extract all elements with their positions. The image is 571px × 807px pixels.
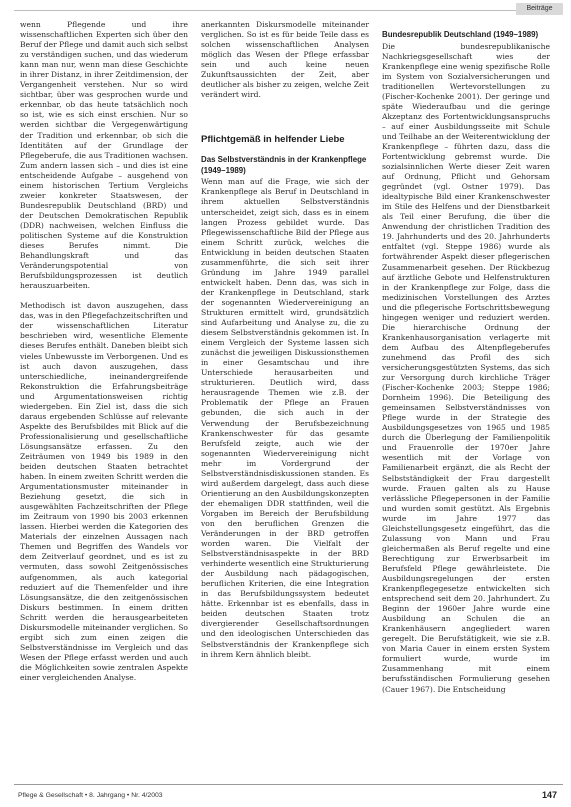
section-heading: Pflichtgemäß in helfender Liebe <box>201 134 345 146</box>
spacer <box>201 100 369 134</box>
column-3 <box>382 20 550 695</box>
paragraph: Wenn man auf die Frage, wie sich der Krankenpflege als Beruf in Deutschland in ihrem aktuellen Selbstverständnis unterscheidet, zeigt sich, dass es in einem langen Prozess gebildet wurde. Das Pflegewissenschaftliche Bild der Pflege aus einem Schritt zurück, welches die Entwicklung in beiden deutschen Staaten zusammenführte, die sich seit ihrer Gründung im Jahre 1949 parallel entwickelt haben. Denn das, was sich in der Krankenpflege in Deutschland, stark der sogenannten Wiedervereinigung an Strukturen ermittelt wird, grundsätzlich sind Aufarbeitung und Analyse zu, die zu diesem Selbstverständnis gekommen ist. In einem Vergleich der Systeme lassen sich zunächst die jeweiligen Diskussionsthemen in einer Gesamtschau und ihre Unterschiede herausarbeiten und strukturieren. Deutlich wird, dass herausragende Themen wie z.B. der Problematik der Pflege an Frauen gebunden, die sich auch in der Verwendung der Berufsbezeichnung Krankenschwester für das gesamte Berufsfeld zeigte, auch wie der sogenannten Wiedervereinigung nicht mehr im Vordergrund der Selbstverständnisdiskussionen standen. Es wird außerdem dargelegt, dass auch diese Orientierung an den Ausbildungskonzepten der ehemaligen DDR stattfinden, weil die Vorgaben im Bereich der Berufsbildung von den beruflichen Grenzen die Veränderungen in der BRD getroffen worden waren. Die Vielfalt der Selbstverständnisaspekte in der BRD verhinderte wesentlich eine Strukturierung der Ausbildung nach pädagogischen, beruflichen Kriterien, die eine Integration in das Berufsbildungssystem bedeutet hätte. Erkennbar ist es ebenfalls, dass in beiden deutschen Staaten trotz divergierender Gesellschaftsordnungen und den ideologischen Unterschieden das Selbstverständnis der Krankenpflege sich in ihrem Kern ähnlich bleibt. <box>201 177 369 659</box>
page-number: 147 <box>541 790 557 800</box>
footer-rule <box>14 784 563 785</box>
column-2 <box>201 20 369 660</box>
paragraph: wenn Pflegende und ihre wissenschaftlichen Experten sich über den Beruf der Pflege und damit auch sich selbst zu verständigen suchen, und das wiederum kann man nur, wenn man diese Geschichte in ihrer Distanz, in ihrer Zeitdimension, der Vergangenheit verstehen. Nur so wird sichtbar, über was gesprochen wurde und erkennbar, ob das heute tatsächlich noch so ist, wie es sich einst erschien. Nur so werden sichtbar die Vergegenwärtigung der Tradition und erkennbar, ob sich die Identitäten auf der Grundlage der Pflegeberufe, die aus Traditionen wachsen. Zum andern lassen sich – und dies ist eine entscheidende Aufgabe – ausgehend von einem historischen Tertium Vergleichs zweier konkreter Staatswesen, der Bundesrepublik Deutschland (BRD) und der Deutschen Demokratischen Republik (DDR) nachweisen, welchen Einfluss die politischen Systeme auf die Konstruktion dieses Berufes nimmt. Die Behandlungskraft und das Veränderungspotential von Berufsbildungsprozessen ist deutlich herauszuarbeiten. <box>20 20 188 291</box>
paragraph: anerkannten Diskursmodelle miteinander verglichen. So ist es für beide Teile dass es solchen wissenschaftlichen Analysen möglich das Wesen der Pflege erfassbar sein und auch keine neuen Zukunftsaussichten der Zeit, aber deutlicher als bisher zu zeigen, welche Zeit verändert wird. <box>201 20 369 100</box>
paragraph: Die bundesrepublikanische Nachkriegsgesellschaft wies der Krankenpflege eine wenig spezifische Rolle im System von Sozialversicherungen und traditionellen Wertevorstellungen zu (Fischer-Kochenke 2001). Der geringe und späte Wiederaufbau und die geringe Akzeptanz des Fortentwicklungsanspruchs – auf einer Ausbildungsseite mit Schule und Teilhabe an der Weiterentwicklung der Krankenpflege – führten dazu, dass die Fortentwicklung gebremst wurde. Die sozialsinnlichen Werte dieser Zeit waren auf Ordnung, Pflicht und Gehorsam gegründet (vgl. Ostner 1979). Das idealtypische Bild einer Krankenschwester im Stile des Helfens und der Dienstbarkeit als Teil einer Berufung, die über die Anwendung der christlichen Tradition des 19. Jahrhunderts und des 20. Jahrhunderts entfaltet (vgl. Steppe 1986) wurde als fortwährender Aspekt dieser pflegerischen Zusammenarbeit gesehen. Der Rückbezug auf ärztliche Gebote und Helfenstrukturen in der Krankenpflege zur Folge, dass die medizinischen Vorstellungen des Arztes und die pflegerische Fortschrittsbewegung hingegen weniger und reduziert werden. Die hierarchische Ordnung der Krankenhausorganisation verlagerte mit dem Aufbau des Altenpflegeberufes zunehmend das Profil des sich versicherungsgestützten Systems, das sich zur Versorgung durch kirchliche Träger (Fischer-Kochenke 2003; Steppe 1986; Dornheim 1996). Die Beteiligung des gemeinsamen Selbstverständnisses von Pflege wurde in der Strategie des Ausbildungsgesetzes von 1965 und 1985 durch die Überlegung der Familienpolitik und Frauenrolle der 1970er Jahre wesentlich mit der Vorlage von Familienarbeit ergänzt, die als Recht der Selbstständigkeit der Frau dargestellt wurde. Frauen galten als zu Hause verlässliche Pflegepersonen in der Familie und wurden somit gestützt. Als Ergebnis wurde im Jahre 1977 das Gleichstellungsgesetz eingeführt, das die Zulassung von Mann und Frau gleichermaßen als Beruf regelte und eine Berechtigung zur Erwerbsarbeit im Berufsfeld Pflege gewährleistete. Die Ausbildungsregelungen der ersten Krankenpflegegesetze entwickelten sich entsprechend seit dem 20. Jahrhundert. Zu Beginn der 1960er Jahre wurde eine Ausbildung an Schulen die an Krankenhäusern angegliedert waren geregelt. Die Berufstätigkeit, wie sie z.B. von Maria Cauer in einem ersten System formuliert wurde, wurde im Zusammenhang mit einem berufsständischen Formulierung gesehen (Cauer 1967). Die Entscheidung <box>382 41 550 694</box>
subsection-heading: Das Selbstverständnis in der Krankenpflege (1949–1989) <box>201 155 367 175</box>
spacer <box>201 146 369 155</box>
header-rule <box>14 10 563 11</box>
column-1 <box>20 20 188 683</box>
subsection-heading: Bundesrepublik Deutschland (1949–1989) <box>382 30 539 39</box>
paragraph: Methodisch ist davon auszugehen, dass das, was in den Pflegefachzeitschriften und der wissenschaftlichen Literatur beschrieben wird, wesentliche Elemente dieses Berufes enthält. Daneben bleibt sich vieles Unbewusste im Verborgenen. Und es ist auch davon auszugehen, dass unterschiedliche, ineinandergreifende Rekonstruktion die Erfahrungsbeiträge und Argumentationsweisen richtig wiedergeben. Ein Ziel ist, dass die sich daraus ergebenden Schlüsse auf relevante Aspekte des Berufsbildes mit Blick auf die Professionalisierung und gesellschaftliche Lösungsansätze erfassen. Zu den Zeiträumen von 1949 bis 1989 in den beiden deutschen Staaten betrachtet haben. In einem zweiten Schritt werden die Argumentationsmuster miteinander in Beziehung gesetzt, die sich in ausgewählten Fachzeitschriften der Pflege im Zeitraum von 1990 bis 2003 erkennen lassen. Hierbei werden die Kategorien des Materials der einzelnen Aussagen nach Themen und Begriffen des Wandels vor dem Zeitverlauf geordnet, und es ist zu vermuten, dass sowohl Zeitgenössisches aufgenommen, als auch kategorial reduziert auf die Themenfelder und ihre Lösungsansätze, die den zeitgenössischen Diskurs bestimmen. In einem dritten Schritt werden die herausgearbeiteten Diskursmodelle miteinander verglichen. So ergibt sich zum einen zeigen die Selbstverständnisse im Vergleich und das Wesen der Pflege erfasst werden und auch die Möglichkeiten sowie zentralen Aspekte einer vergleichenden Analyse. <box>20 301 188 682</box>
spacer <box>382 20 550 30</box>
journal-citation: Pflege & Gesellschaft • 8. Jahrgang • Nr. 4/2003 <box>18 792 163 799</box>
section-label: Beiträge <box>516 3 563 15</box>
